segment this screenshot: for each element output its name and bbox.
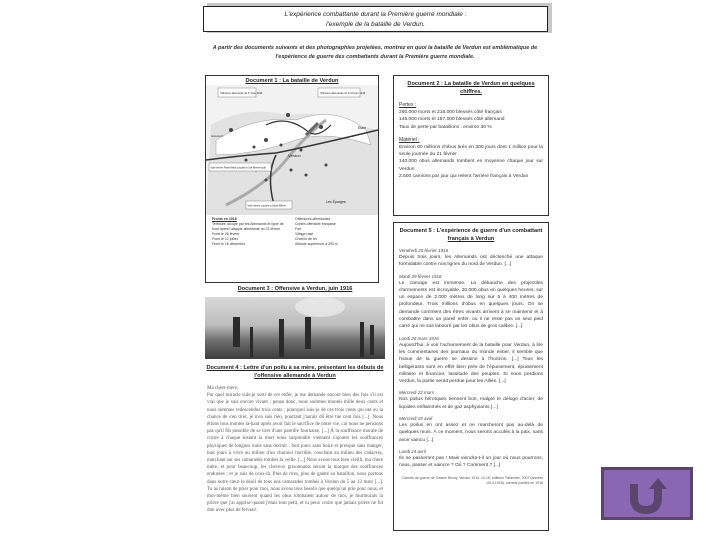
- document-1-map: [205, 75, 379, 283]
- map-label-avocourt: Avocourt: [211, 134, 223, 138]
- loss-item: 260.000 morts et 216.000 blessés côté français: [399, 110, 502, 115]
- entry-date: Vendredi 25 février 1916: [399, 248, 449, 253]
- map-label-etain: Étain: [358, 126, 366, 130]
- map-label-offensive-mars: Offensive allemande du 6 mars 1916: [220, 92, 263, 95]
- loss-item: Taux de perte par bataillons : environ 30 %: [399, 124, 492, 130]
- material-heading: Matériel :: [399, 136, 420, 143]
- instructions: A partir des documents suivants et des photographies projetées, montrez en quoi la bataille de Verdun est emblématique de l'expérience de guerre des combattants durant la Première guerre mondiale.: [212, 45, 538, 60]
- map-label-offensive-fevrier: Offensive allemande du 21 février 1916: [320, 92, 366, 95]
- title-line-2: l'exemple de la bataille de Verdun.: [326, 21, 425, 28]
- legend-item: Fort: [295, 227, 302, 231]
- map-label-railway-menehould: Voie ferrée Paris-Metz coupée à Ste-Menehould: [210, 166, 266, 170]
- legend-item: Contre-offensive française: [295, 222, 336, 226]
- legend-item: Front le 18 décembre: [212, 242, 246, 246]
- legend-item: Front le 12 juillet: [212, 237, 238, 241]
- entry-text: Aujourd'hui, à voir l'acharnement de la bataille pour Verdun, à lire les commentaires des journaux du monde entier, il semble que l'issue de la guerre se dessine à l'horizon. [...] Tous les belligérants sont en effet bien près de l'épuisement, épuisement militaire et financier, lassitude des peuples. Si nous perdions Verdun, la partie serait perdue pour les Alliés. [...]: [399, 342, 543, 385]
- entry-date: Lundi 24 avril: [399, 448, 426, 454]
- doc5-source: Carnets de guerre de Gaston Bussy, Verdun 1916, 14-18, éditions Tallandier, 2007 (années 1914-1918), carnets publiés en 1916: [401, 475, 543, 485]
- map-label-eparges: Les Éparges: [326, 200, 346, 204]
- entry-text: Le carnage est immense. La débauche des projectiles d'armements est incroyable, 20.000 obus en quelques heures, sur un espace de 2.000 mètres de long sur 5 à 400 mètres de profondeur. Trois millions d'obus en quelques jours. On se demande comment des êtres vivants arrivent à se maintenir et à combattre dans un pareil enfer, où il ne reste pas un seul pied carré qui ne soit labouré par les obus de gros calibre. [...]: [399, 280, 543, 330]
- material-item: 2.500 camions par jour qui relient l'arrière français à Verdun: [399, 174, 529, 180]
- entry-text: Nos poilus héroïques tiennent bon, malgré le déluge d'acier, de liquides enflammés et de gaz asphyxiants [...]: [399, 397, 543, 410]
- offensive-photo: [205, 297, 385, 359]
- entry-date: Lundi 20 mars 1916: [399, 335, 439, 341]
- letter-salutation: Ma chère mère,: [207, 386, 239, 391]
- document-2-figures: [393, 75, 549, 216]
- soldiers-silhouette: [205, 297, 385, 359]
- entry-date: Mercredi 22 mars: [399, 390, 435, 396]
- page-title: [203, 6, 548, 32]
- losses-heading: Pertes :: [399, 102, 417, 108]
- legend-item: Altitude supérieure à 250 m: [295, 242, 338, 246]
- map-label-verdun: Verdun: [288, 153, 301, 158]
- doc1-title: Document 1 : La bataille de Verdun: [245, 78, 339, 84]
- entry-text: Les poilus en ont assez et ne marcheront pas au-delà de quelques mois. À ce moment, nous serons acculés à la paix, sans avoir vaincu [...]: [399, 423, 543, 443]
- doc4-title: [205, 364, 385, 380]
- letter-body: Par quel miracle suis-je sorti de cet enfer, je me demande encore bien des fois s'il est vrai que je suis encore vivant ; pense donc, nous sommes montés mille deux cents et nous sommes redescendus trois cents ; pourquoi suis-je de ces trois cents qui ont eu la chance de s'en tirer, je n'en sais rien, pourtant j'aurais dû être tué cent fois [...]. Nous étions tous montés là-haut après avoir fait le sacrifice de notre vie, car nous ne pensions pas qu'il fût possible de se tirer d'une pareille fournaise. [...] À la souffrance morale de croire à chaque instant la mort nous surprendre viennent s'ajouter les souffrances physiques de longues nuits sans dormir : huit jours sans boire et presque sans manger, huit jours à vivre au milieu d'un charnier horrible, couchant au milieu des cadavres, marchant sur ses camarades tombés la veille. [...] Nous avons tous bien vieilli, ma chère mère, et pour beaucoup, les cheveux grisonnants seront la marque des souffrances endurées ; et je suis de ceux-là. Plus de rires, plus de gaieté au bataillon, nous portons dans notre cœur le deuil de tous nos camarades tombés à Verdun du 5 au 12 mars [...]. Tu as raison de prier pour moi, nous avons tous besoin que quelqu'un prie pour nous, et moi-même bien souvent quand les obus tombaient autour de moi, je murmurais la prière que j'ai apprise quand j'étais tout petit, et tu peux croire que jamais prière ne fut dite avec plus de ferveur.: [207, 393, 383, 514]
- material-item: Environ 60 millions d'obus tirés en 300 jours dont 1 million pour la seule journée du 21 février: [399, 144, 543, 158]
- entry-date: Mardi 29 février 1916: [399, 273, 442, 279]
- map-legend: [206, 215, 378, 249]
- legend-item: Territoire occupé par les Allemands et ligne de front avant l'attaque allemande du 21 février: [212, 222, 284, 231]
- doc5-title-line-2: français à Verdun: [447, 236, 495, 242]
- verdun-map: [206, 85, 378, 215]
- doc5-title-line-1: Document 5 : L'expérience de guerre d'un combattant: [399, 228, 543, 234]
- map-label-railway-mihiel: Voie ferrée coupée à Saint-Mihiel: [247, 204, 286, 208]
- doc2-title: Document 2 : La bataille de Verdun en quelques chiffres.: [407, 81, 535, 95]
- title-line-1: L'expérience combattante durant la Première guerre mondiale :: [284, 11, 467, 18]
- doc4-title-line-1: Document 4 : Lettre d'un poilu à sa mère, présentant les débuts de: [206, 365, 384, 371]
- entry-date: Mercredi 19 avril: [399, 416, 433, 422]
- legend-item: Village rasé: [295, 232, 314, 236]
- material-item: 140.000 obus allemands tombent en moyenne chaque jour sur Verdun: [399, 159, 543, 172]
- u-turn-arrow-icon: [604, 470, 690, 517]
- legend-item: Offensives allemandes: [295, 217, 331, 221]
- document-5-diary: [393, 222, 549, 531]
- loss-item: 145.000 morts et 157.000 blessés côté allemand: [399, 117, 505, 123]
- return-button[interactable]: [601, 467, 693, 520]
- legend-item: Front le 26 février: [212, 232, 240, 236]
- entry-text: Ils ne passeront pas ! Mais viendra-t-il un jour où nous pourrons, nous, passer et vaincre ? Où ? Comment ? [...]: [399, 455, 543, 469]
- doc4-letter: [207, 385, 383, 515]
- doc3-title: Document 3 : Offensive à Verdun, juin 1916: [237, 286, 353, 292]
- doc4-title-line-2: l'offensive allemande à Verdun: [254, 373, 336, 379]
- legend-item: Chemin de fer: [295, 237, 317, 241]
- legend-title: Fronts en 1916: [212, 217, 237, 221]
- entry-text: Depuis trois jours, les Allemands ont déclenché une attaque formidable contre nos lignes du nord de Verdun. [...]: [399, 255, 543, 268]
